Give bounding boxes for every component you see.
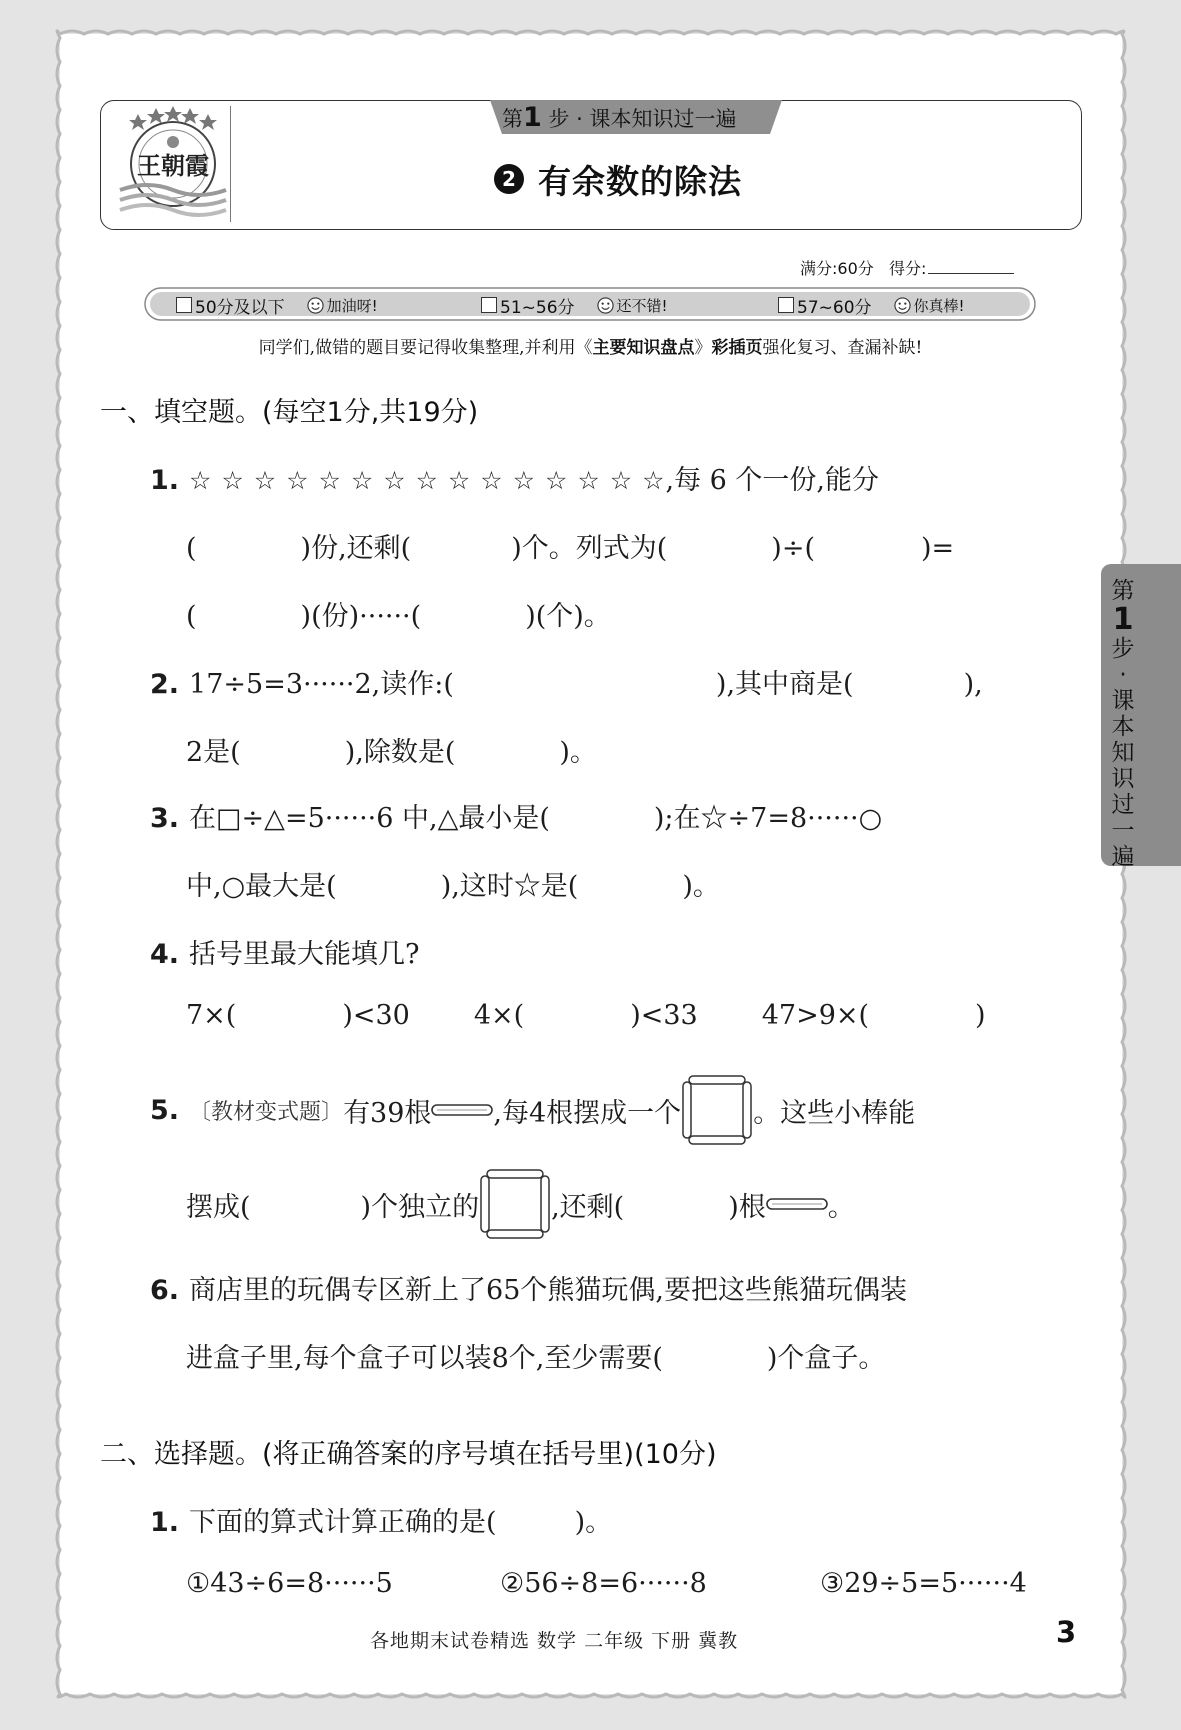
side-tab-t2: 1 [1112,602,1134,637]
rating-comment-3: 你真棒! [913,296,965,315]
c1-option-c[interactable]: ③29÷5=5······4 [820,1568,1027,1599]
q5-l1c: 。这些小棒能 [753,1097,916,1129]
q2-number: 2. [150,669,180,700]
side-tab-t3: 步 · 课 本 知 识 过 一 遍 [1111,636,1135,870]
q5-l2e: 。 [827,1191,855,1223]
lesson-number-badge: 2 [494,164,524,194]
q2-line-1 [150,662,983,701]
q6-number: 6. [150,1275,180,1306]
smiley-icon [307,297,324,314]
c1-option-b[interactable]: ②56÷8=6······8 [500,1568,707,1599]
q3-number: 3. [150,803,180,834]
q2-line-2 [186,730,597,769]
q4-number: 4. [150,939,180,970]
smiley-icon [894,297,911,314]
q3-l2c: )。 [682,871,720,902]
q6-l1: 商店里的玩偶专区新上了65个熊猫玩偶,要把这些熊猫玩偶装 [189,1275,907,1306]
notice-mid: 》 [694,338,712,358]
stick-icon [766,1197,828,1211]
footer-text: 各地期末试卷精选 数学 二年级 下册 冀教 [370,1630,739,1652]
q4-e1b: )<30 [342,1000,410,1031]
logo-divider [230,106,231,222]
q3-l1b: );在☆÷7=8······○ [653,803,883,834]
q1-l3b: )(份)······( [300,601,422,632]
step-prefix: 第 [502,107,523,131]
rating-item-3 [778,292,965,318]
q1-l3c: )(个)。 [525,601,611,632]
section-2-title: 二、选择题。(将正确答案的序号填在括号里)(10分) [100,1439,717,1470]
q4-e2a: 4×( [473,1000,525,1031]
q4-line-1 [150,932,420,971]
q1-l2c: )个。列式为( [511,533,668,564]
q4-e1a: 7×( [186,1000,237,1031]
q5-l1a: 有39根 [343,1097,432,1129]
q4-e3b: ) [975,1000,986,1031]
q5-line-2 [186,1168,855,1240]
score-blank[interactable] [928,273,1014,274]
q3-line-2 [186,864,720,903]
rating-range-3: 57~60分 [797,297,872,318]
q5-tag: 〔教材变式题〕 [189,1099,344,1125]
notice-post: 强化复习、查漏补缺! [762,338,923,358]
c1-stem-b: )。 [574,1507,613,1538]
c1-number: 1. [150,1507,180,1538]
rating-checkbox-3[interactable] [778,297,794,313]
q1-number: 1. [150,465,180,496]
q5-line-1 [150,1080,915,1140]
score-line [800,256,1014,279]
q2-l2c: )。 [559,737,597,768]
notice-pre: 同学们,做错的题目要记得收集整理,并利用《 [258,338,593,358]
q1-l2a: ( [186,533,197,564]
q5-l2b: )个独立的 [360,1191,480,1223]
square-of-sticks-icon [479,1168,551,1240]
q3-line-1 [150,796,882,835]
q4-expressions [186,1000,986,1031]
logo-text: 王朝霞 [137,151,209,180]
q2-l1b: ),其中商是( [715,669,854,700]
got-score-label: 得分: [889,259,927,278]
q1-stars: ☆ ☆ ☆ ☆ ☆ ☆ ☆ ☆ ☆ ☆ ☆ ☆ ☆ ☆ ☆ [189,466,666,495]
step-number: 1 [523,102,542,133]
q6-l2a: 进盒子里,每个盒子可以装8个,至少需要( [186,1343,663,1374]
q2-l2b: ),除数是( [344,737,456,768]
q5-number: 5. [150,1094,180,1126]
q3-l2a: 中,○最大是( [186,871,337,902]
q6-l2b: )个盒子。 [766,1343,886,1374]
rating-range-1: 50分及以下 [195,297,285,318]
publisher-logo [118,106,228,218]
q4-title: 括号里最大能填几? [189,939,420,970]
side-tab-t1: 第 [1111,578,1135,604]
lesson-title-row [494,156,742,202]
rating-comment-2: 还不错! [616,296,668,315]
q1-line-1-end: ,每 6 个一份,能分 [665,465,879,496]
q5-l2d: )根 [728,1191,766,1223]
rating-item-1 [176,292,378,318]
page-number: 3 [1056,1615,1077,1649]
section-1-title: 一、填空题。(每空1分,共19分) [100,397,479,428]
q5-l2c: ,还剩( [551,1191,625,1223]
q1-l2b: )份,还剩( [300,533,412,564]
stick-icon [431,1103,493,1117]
q1-line-2 [186,526,954,565]
q3-l1a: 在□÷△=5······6 中,△最小是( [189,803,550,834]
side-tab-text [1101,578,1145,870]
notice-bold-2: 彩插页 [711,338,763,358]
q5-l1b: ,每4根摆成一个 [493,1097,682,1129]
q4-e3a: 47>9×( [761,1000,870,1031]
step-label [502,102,737,134]
rating-comment-1: 加油呀! [326,296,378,315]
rating-range-2: 51~56分 [500,297,575,318]
c1-stem-a: 下面的算式计算正确的是( [189,1507,497,1538]
smiley-icon [597,297,614,314]
q1-l3a: ( [186,601,197,632]
q1-l2e: )= [920,533,955,564]
q2-l1a: 17÷5=3······2,读作:( [189,669,454,700]
step-suffix: 步 · 课本知识过一遍 [548,107,737,131]
q2-l2a: 2是( [186,737,241,768]
full-score-label: 满分:60分 [800,259,874,278]
rating-item-2 [481,292,668,318]
square-of-sticks-icon [681,1074,753,1146]
q1-l2d: )÷( [771,533,815,564]
c1-stem [150,1500,612,1539]
q4-e2b: )<33 [630,1000,698,1031]
q5-l2a: 摆成( [186,1191,251,1223]
q6-line-1 [150,1268,907,1307]
c1-option-a[interactable]: ①43÷6=8······5 [186,1568,393,1599]
q1-line-3 [186,594,611,633]
notice-text [0,333,1181,358]
q2-l1c: ), [963,669,983,700]
rating-checkbox-1[interactable] [176,297,192,313]
q6-line-2 [186,1336,885,1375]
rating-checkbox-2[interactable] [481,297,497,313]
lesson-title: 有余数的除法 [538,161,742,201]
q1-line-1 [150,458,879,497]
q3-l2b: ),这时☆是( [440,871,579,902]
notice-bold-1: 主要知识盘点 [592,338,695,358]
